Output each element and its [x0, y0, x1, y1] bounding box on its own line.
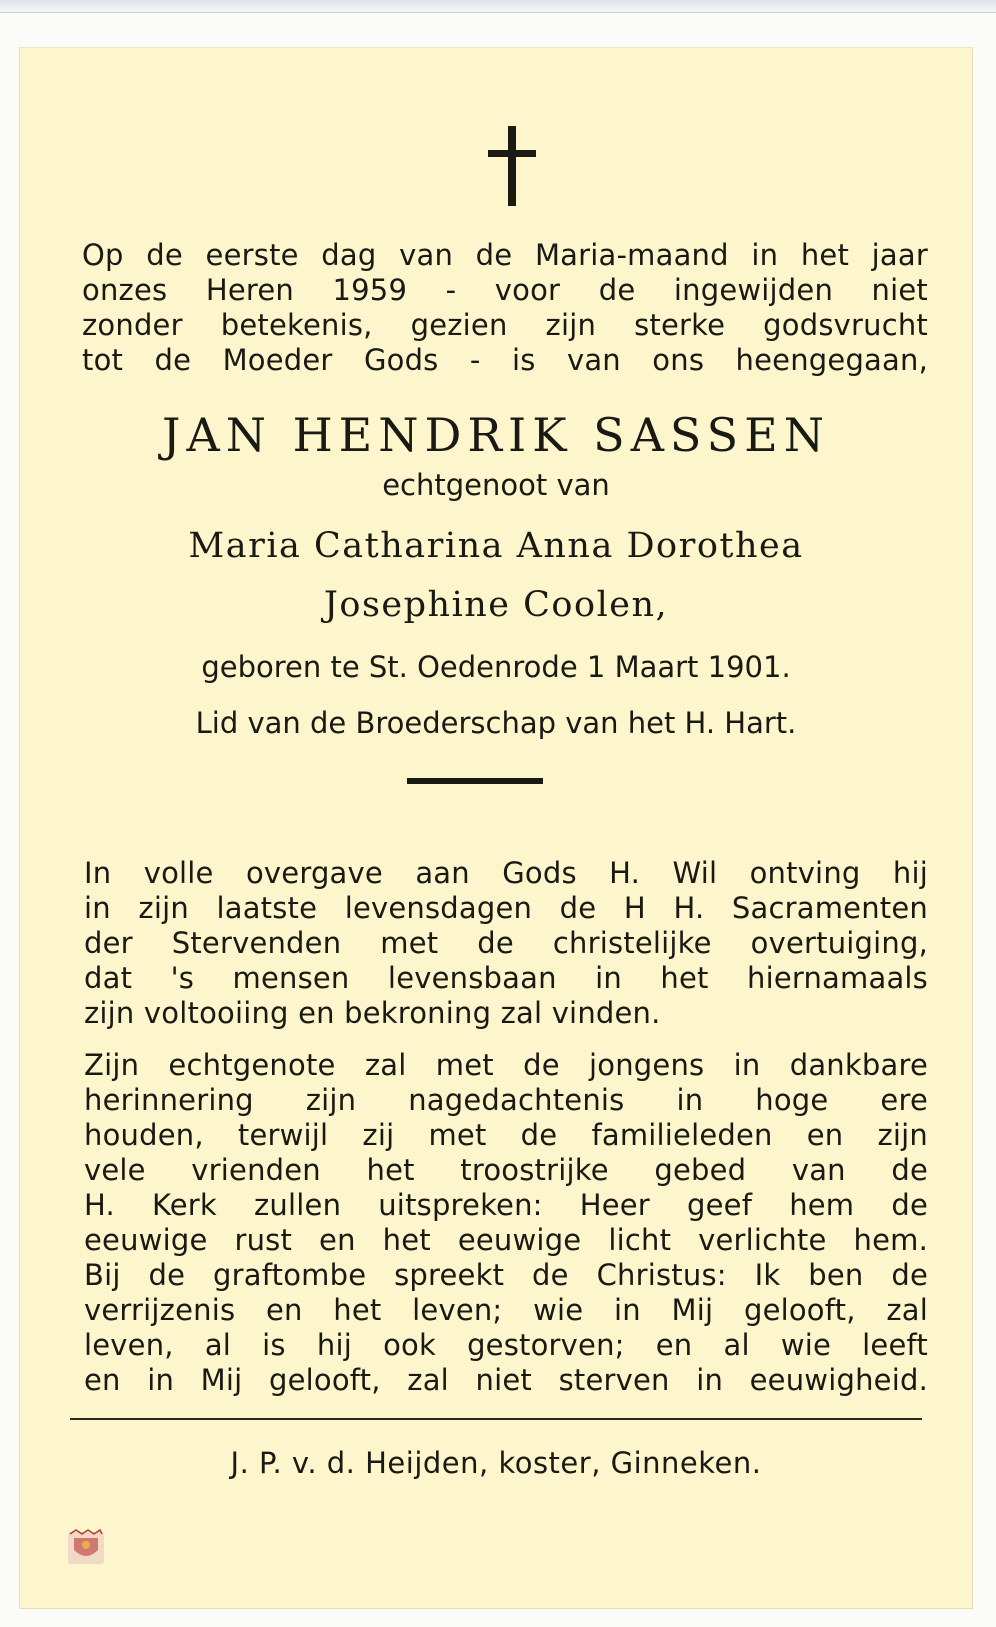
intro-paragraph: [82, 238, 928, 378]
paragraph-remembrance: [84, 1048, 928, 1398]
text-line: Bij de graftombe spreekt de Christus: Ik ben de: [84, 1258, 928, 1292]
deceased-name: JAN HENDRIK SASSEN: [162, 408, 830, 462]
intro-line: onzes Heren 1959 - voor de ingewijden niet: [82, 273, 928, 307]
text-line: eeuwige rust en het eeuwige licht verlichte hem.: [84, 1223, 928, 1257]
text-line: der Stervenden met de christelijke overtuiging,: [84, 926, 928, 960]
intro-line: tot de Moeder Gods - is van ons heengegaan,: [82, 343, 928, 377]
footer-rule: [70, 1418, 922, 1420]
printer-credit: J. P. v. d. Heijden, koster, Ginneken.: [230, 1446, 762, 1480]
intro-line: Op de eerste dag van de Maria-maand in het jaar: [82, 238, 928, 272]
memorial-card: [20, 48, 972, 1608]
paragraph-faith: [84, 856, 928, 1031]
text-line: houden, terwijl zij met de familieleden en zijn: [84, 1118, 928, 1152]
text-line: H. Kerk zullen uitspreken: Heer geef hem de: [84, 1188, 928, 1222]
membership-text: Lid van de Broederschap van het H. Hart.: [195, 706, 797, 740]
spouse-name-line-1: Maria Catharina Anna Dorothea: [188, 526, 804, 566]
top-border: [0, 0, 996, 13]
text-line: herinnering zijn nagedachtenis in hoge ere: [84, 1083, 928, 1117]
spouse-name-line-2: Josephine Coolen,: [323, 585, 669, 625]
intro-line: zonder betekenis, gezien zijn sterke godsvrucht: [82, 308, 928, 342]
text-line: en in Mij gelooft, zal niet sterven in eeuwigheid.: [84, 1363, 928, 1397]
text-line: In volle overgave aan Gods H. Wil ontving hij: [84, 856, 928, 890]
text-line: in zijn laatste levensdagen de H H. Sacramenten: [84, 891, 928, 925]
coat-of-arms-icon: [66, 1528, 106, 1566]
text-line: zijn voltooiing en bekroning zal vinden.: [84, 996, 661, 1030]
text-line: vele vrienden het troostrijke gebed van de: [84, 1153, 928, 1187]
birth-text: geboren te St. Oedenrode 1 Maart 1901.: [201, 650, 791, 684]
relation-text: echtgenoot van: [382, 468, 610, 502]
divider-bar: [407, 778, 543, 784]
text-line: dat 's mensen levensbaan in het hiernamaals: [84, 961, 928, 995]
text-line: leven, al is hij ook gestorven; en al wie leeft: [84, 1328, 928, 1362]
text-line: Zijn echtgenote zal met de jongens in dankbare: [84, 1048, 928, 1082]
cross-icon: [488, 126, 536, 206]
text-line: verrijzenis en het leven; wie in Mij gelooft, zal: [84, 1293, 928, 1327]
